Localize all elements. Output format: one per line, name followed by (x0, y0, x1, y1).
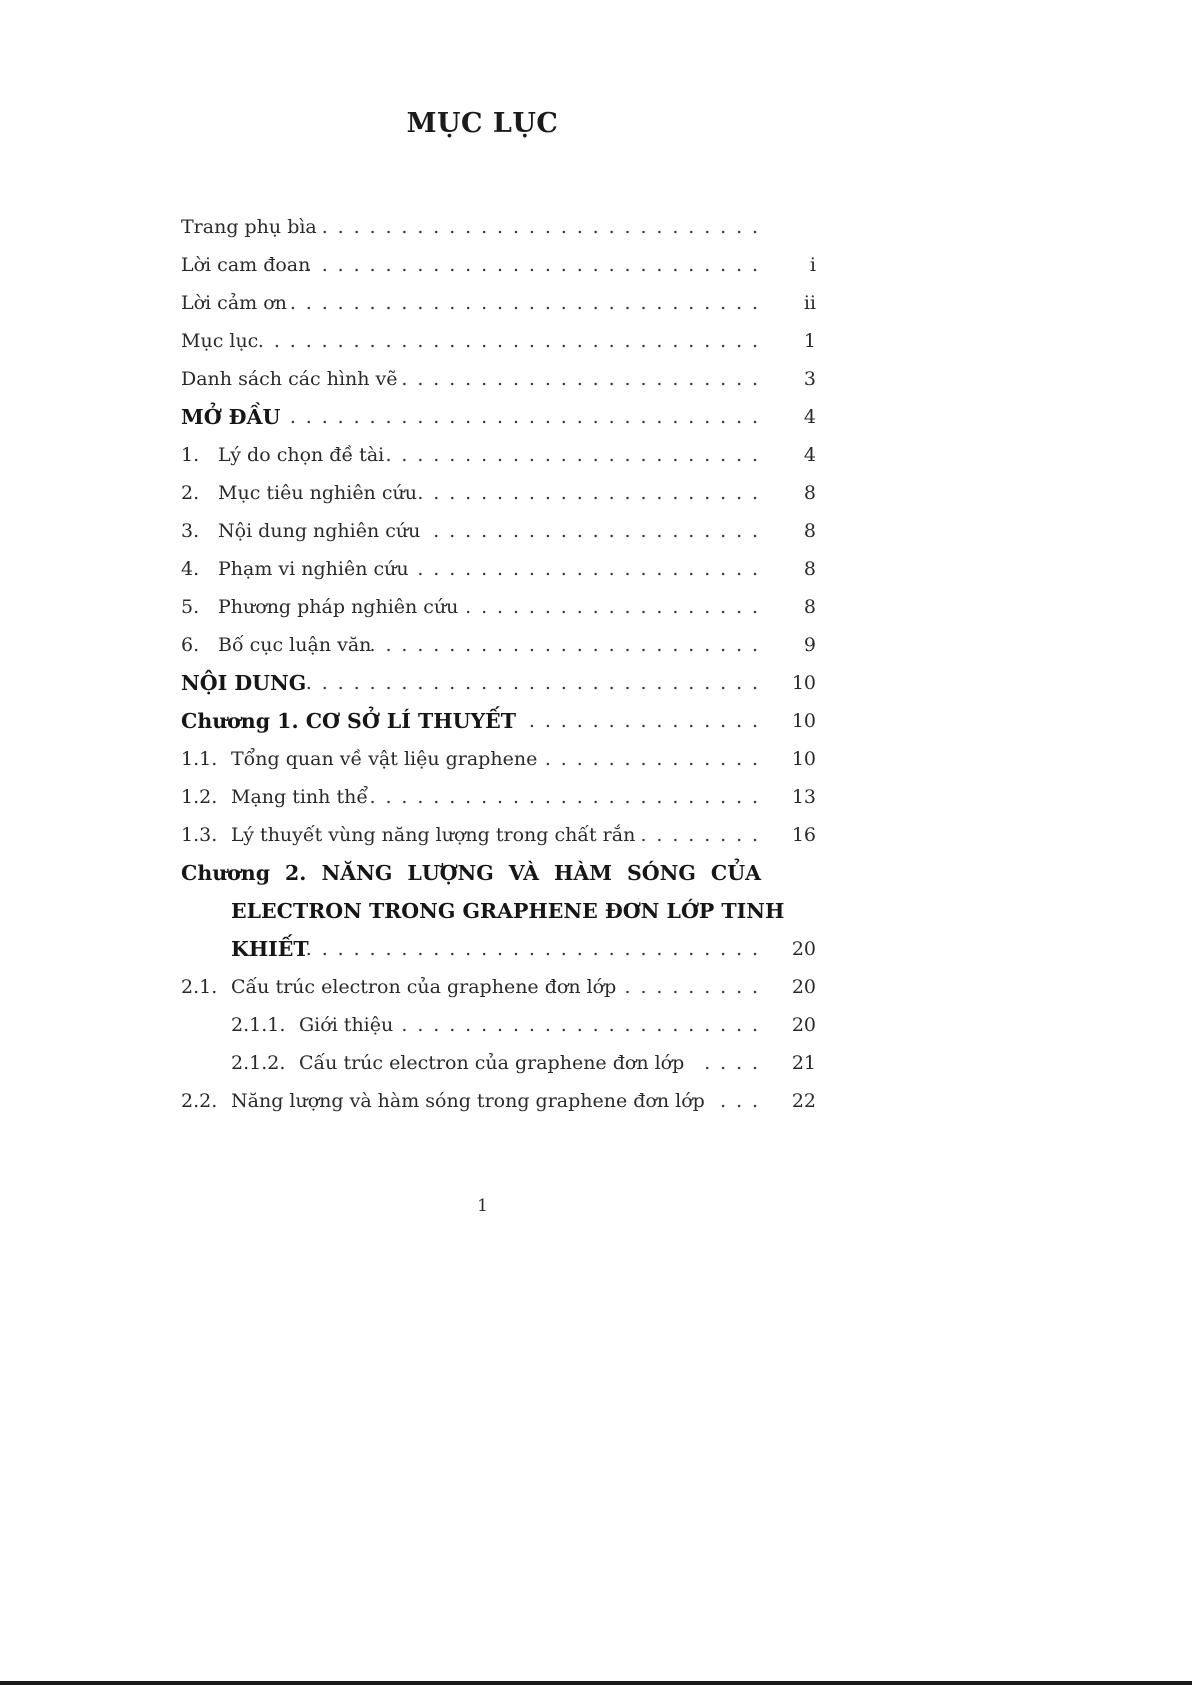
toc-entry-text (181, 588, 458, 626)
chapter-2-word: LƯỢNG (407, 861, 494, 885)
toc-leader-dots: ........ (640, 824, 768, 846)
toc-entry[interactable] (181, 398, 816, 436)
toc-entry-text (181, 740, 537, 778)
toc-entry-page: 20 (791, 976, 816, 998)
page-number: 1 (477, 1196, 488, 1216)
toc-entry-page: 4 (803, 444, 816, 466)
toc-leader-dots: ........................ (385, 444, 768, 466)
toc-entry-page: 3 (803, 368, 816, 390)
toc-entry-page: ii (803, 292, 816, 314)
toc-entry-number: 1.3. (181, 824, 218, 846)
toc-leader-dots: ............................ (321, 216, 768, 238)
toc-entry-text (181, 816, 635, 854)
toc-entry-label: Danh sách các hình vẽ (181, 368, 398, 390)
toc-entry-text (181, 512, 420, 550)
toc-entry-text (181, 626, 371, 664)
toc-leader-dots: ............................. (305, 672, 768, 694)
toc-entry-label: Lời cảm ơn (181, 292, 287, 314)
toc-entry-number: 1.1. (181, 748, 218, 770)
toc-entry[interactable] (181, 360, 816, 398)
toc-entry-label: Cấu trúc electron của graphene đơn lớp (299, 1052, 685, 1074)
toc-section-before (181, 208, 816, 854)
toc-leader-dots: ................................ (257, 330, 768, 352)
toc-entry-label: Mục tiêu nghiên cứu (218, 482, 417, 504)
toc-entry-page: 1 (803, 330, 816, 352)
toc-entry-text (181, 778, 368, 816)
toc-entry[interactable] (181, 1044, 816, 1082)
toc-entry[interactable] (181, 968, 816, 1006)
toc-entry[interactable] (181, 550, 816, 588)
chapter-2-word: SÓNG (626, 861, 696, 885)
toc-entry-number: 1. (181, 444, 200, 466)
toc-entry-text (181, 702, 516, 740)
toc-entry-page: 8 (803, 482, 816, 504)
toc-entry-text (181, 550, 409, 588)
chapter-2-word: 2. (285, 861, 307, 885)
toc-entry-page: 8 (803, 520, 816, 542)
toc-leader-dots: ............................. (305, 254, 768, 276)
toc-leader-dots: ......... (624, 976, 768, 998)
toc-entry-number: 2. (181, 482, 200, 504)
toc-entry-number: 2.1.2. (231, 1052, 286, 1074)
toc-leader-dots: ............... (528, 710, 768, 732)
chapter-2-line-2: ELECTRON TRONG GRAPHENE ĐƠN LỚP TINH (231, 899, 785, 923)
toc-entry-page: 4 (803, 406, 816, 428)
toc-entry-text (181, 360, 398, 398)
toc-entry-text (181, 398, 280, 436)
toc-entry-label: Phạm vi nghiên cứu (218, 558, 409, 580)
toc-entry-label: Lời cam đoan (181, 254, 311, 276)
chapter-2-word: CỦA (710, 861, 761, 885)
chapter-2-line-3 (181, 930, 816, 968)
toc-entry[interactable] (181, 778, 816, 816)
toc-entry[interactable] (181, 664, 816, 702)
toc-entry-page: i (809, 254, 816, 276)
chapter-2-word: Chương (181, 861, 271, 885)
toc-entry-page: 21 (791, 1052, 816, 1074)
table-of-contents (181, 208, 816, 1120)
toc-entry-page: 16 (791, 824, 816, 846)
toc-entry-text (181, 664, 306, 702)
toc-entry[interactable] (181, 246, 816, 284)
toc-section-after (181, 968, 816, 1120)
toc-entry-label: NỘI DUNG (181, 671, 307, 695)
toc-leader-dots: ......................... (369, 786, 768, 808)
toc-entry[interactable] (181, 512, 816, 550)
toc-entry[interactable] (181, 284, 816, 322)
page-title: MỤC LỤC (406, 108, 559, 139)
toc-entry-label: Tổng quan về vật liệu graphene (231, 748, 538, 770)
toc-entry-text (181, 1082, 705, 1120)
chapter-2-word: HÀM (553, 861, 612, 885)
toc-entry-number: 2.1.1. (231, 1014, 286, 1036)
toc-entry[interactable] (181, 208, 816, 246)
toc-entry[interactable] (181, 1082, 816, 1120)
chapter-2-line-1 (181, 854, 761, 892)
toc-entry-number: 1.2. (181, 786, 218, 808)
toc-entry-page: 9 (803, 634, 816, 656)
toc-entry-label: MỞ ĐẦU (181, 405, 281, 429)
toc-leader-dots: ...................... (417, 558, 768, 580)
toc-entry-page: 22 (791, 1090, 816, 1112)
toc-entry-number: 4. (181, 558, 200, 580)
toc-entry[interactable] (181, 588, 816, 626)
toc-entry-label: Giới thiệu (299, 1014, 394, 1036)
toc-entry-page: 13 (791, 786, 816, 808)
toc-entry[interactable] (181, 474, 816, 512)
toc-entry[interactable] (181, 322, 816, 360)
toc-entry-number: 2.1. (181, 976, 218, 998)
chapter-2-line-3-text: KHIẾT (231, 937, 309, 961)
toc-entry-label: Phương pháp nghiên cứu (218, 596, 459, 618)
toc-leader-dots: .............. (544, 748, 768, 770)
chapter-2-page: 20 (791, 938, 816, 960)
toc-entry-label: Mục lục (181, 330, 259, 352)
toc-leader-dots: ..................... (433, 520, 768, 542)
toc-entry-text (181, 246, 310, 284)
toc-entry-text (181, 968, 616, 1006)
toc-entry-label: Bố cục luận văn (218, 634, 372, 656)
toc-leader-dots: .............................. (289, 292, 768, 314)
toc-entry[interactable] (181, 816, 816, 854)
toc-leader-dots: ......................... (369, 634, 768, 656)
toc-leader-dots: ....................... (401, 1014, 768, 1036)
toc-leader-dots: ...................... (417, 482, 768, 504)
toc-entry-label: Nội dung nghiên cứu (218, 520, 421, 542)
toc-entry-number: 6. (181, 634, 200, 656)
toc-entry-label: Chương 1. CƠ SỞ LÍ THUYẾT (181, 709, 516, 733)
toc-entry-number: 2.2. (181, 1090, 218, 1112)
toc-entry[interactable] (181, 1006, 816, 1044)
toc-entry-label: Trang phụ bìa (181, 216, 317, 238)
toc-entry-page: 8 (803, 596, 816, 618)
toc-entry-text (231, 1044, 684, 1082)
toc-entry-label: Lý thuyết vùng năng lượng trong chất rắn (231, 824, 636, 846)
toc-leader-dots: .... (704, 1052, 768, 1074)
toc-entry[interactable] (181, 740, 816, 778)
toc-entry-text (181, 474, 417, 512)
toc-entry[interactable] (181, 702, 816, 740)
toc-entry-text (181, 284, 287, 322)
toc-entry-label: Lý do chọn đề tài (218, 444, 385, 466)
toc-entry-page: 10 (791, 710, 816, 732)
toc-entry[interactable] (181, 436, 816, 474)
toc-leader-dots: ....................... (401, 368, 768, 390)
toc-entry-label: Mạng tinh thể (231, 786, 369, 808)
toc-entry-text (181, 322, 258, 360)
chapter-2-word: NĂNG (321, 861, 393, 885)
toc-entry-page: 10 (791, 672, 816, 694)
chapter-2-word: VÀ (508, 861, 539, 885)
toc-leader-dots: ............................. (305, 938, 768, 960)
toc-entry-text (181, 208, 317, 246)
toc-entry-chapter-2[interactable] (181, 854, 816, 968)
toc-entry-label: Năng lượng và hàm sóng trong graphene đơn lớp (231, 1090, 705, 1112)
toc-leader-dots: ... (720, 1090, 768, 1112)
toc-entry-number: 3. (181, 520, 200, 542)
toc-entry-number: 5. (181, 596, 200, 618)
toc-entry-label: Cấu trúc electron của graphene đơn lớp (231, 976, 617, 998)
toc-entry-text (231, 1006, 393, 1044)
toc-entry-page: 8 (803, 558, 816, 580)
toc-leader-dots: .............................. (289, 406, 768, 428)
toc-entry-page: 10 (791, 748, 816, 770)
bottom-border (0, 1681, 1192, 1685)
toc-entry-page: 20 (791, 1014, 816, 1036)
toc-leader-dots: ................... (465, 596, 768, 618)
toc-entry[interactable] (181, 626, 816, 664)
toc-entry-text (181, 436, 384, 474)
